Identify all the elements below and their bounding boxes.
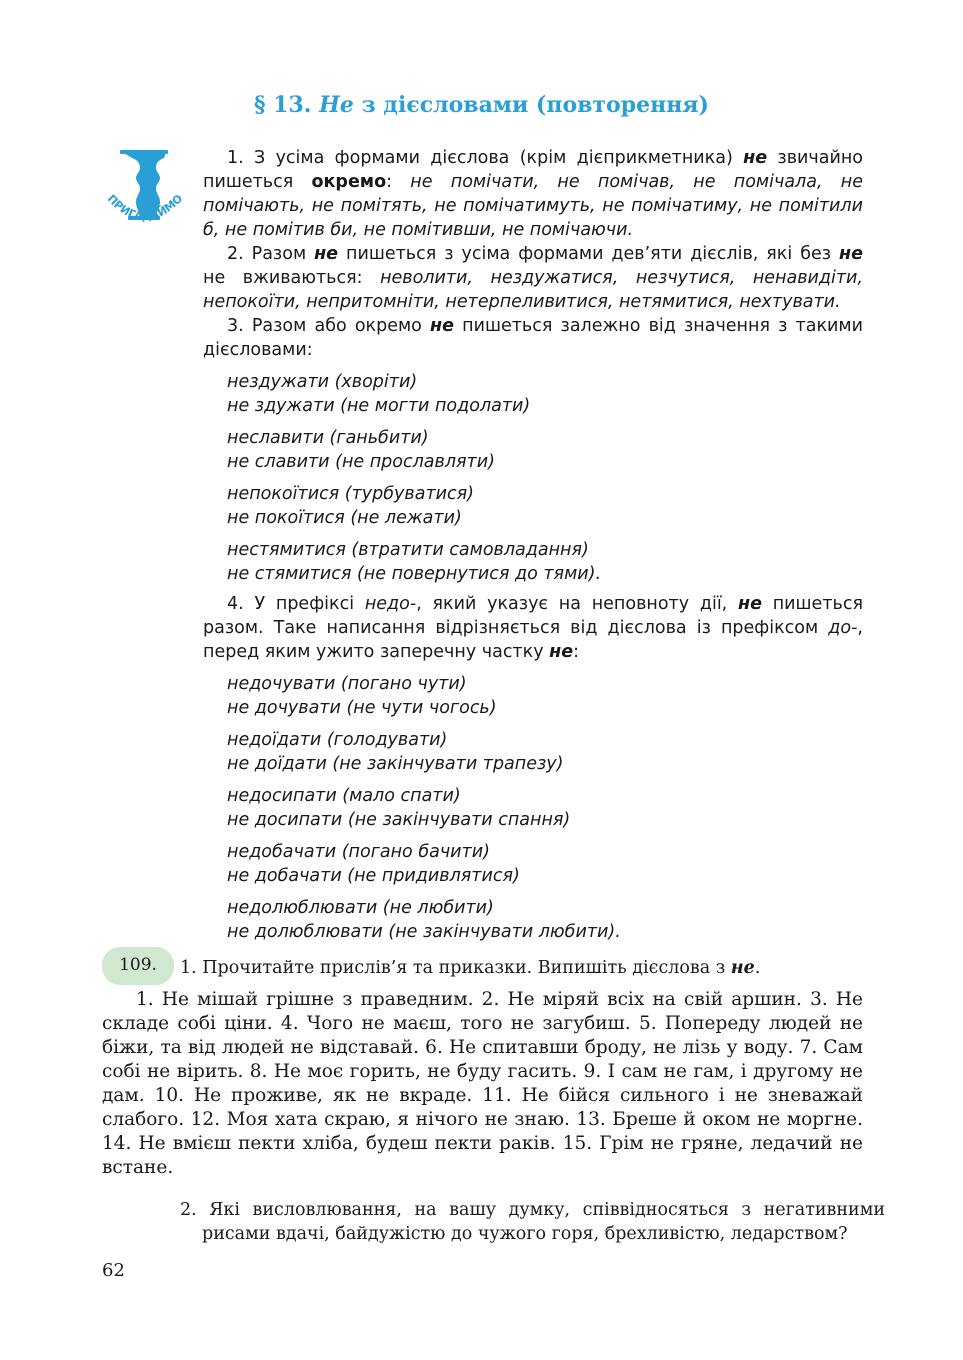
example-pair: нестямитися (втратити самовладання) не стямитися (не повернутися до тями). xyxy=(227,540,602,584)
example-pair: неславити (ганьбити) не славити (не прославляти) xyxy=(227,428,495,472)
proverbs-text: 1. Не мішай грішне з праведним. 2. Не міряй всіх на свій аршин. 3. Не складе собі ціни. 4. Чого не маєш, того не загубиш. 5. Попереду людей не біжи, та від людей не відставай. 6. Не спитавши броду, не лізь у воду. 7. Сам собі не вірить. 8. Не моє горить, не буду гасить. 9. І сам не гам, і другому не дам. 10. Не проживе, як не вкраде. 11. Не бійся сильного і не зневажай слабого. 12. Моя хата скраю, я нічого не знаю. 13. Бреше й оком не моргне. 14. Не вмієш пекти хліба, будеш пекти раків. 15. Грім не гряне, ледачий не встане. xyxy=(102,989,863,1178)
example-pair: недосипати (мало спати) не досипати (не закінчувати спання) xyxy=(227,786,571,830)
remember-label: ПРИГАДАЙМО xyxy=(104,191,186,224)
exercise-task: 1. Прочитайте прислів’я та приказки. Випишіть дієслова з не. xyxy=(180,958,761,978)
example-pair: недолюблювати (не любити) не долюблювати (не закінчувати любити). xyxy=(227,898,621,942)
section-number: § 13. xyxy=(254,92,312,118)
rule-1: 1. З усіма формами дієслова (крім дієприкметника) не звичайно пишеться окремо: не помічати, не помічав, не помічала, не помічають, не помітять, не помічатимуть, не помічатиму, не помітили б, не помітив би, не помітивши, не помічаючи. xyxy=(203,148,864,240)
rule-4: 4. У префіксі недо-, який указує на неповноту дії, не пишеться разом. Таке написання відрізняється від дієслова із префіксом до-, перед яким ужито заперечну частку не: xyxy=(203,594,863,662)
example-pair: недочувати (погано чути) не дочувати (не чути чогось) xyxy=(227,674,497,718)
remember-icon xyxy=(98,146,190,238)
section-title xyxy=(0,92,963,118)
example-pair: непокоїтися (турбуватися) не покоїтися (не лежати) xyxy=(227,484,474,528)
exercise-number-badge: 109. xyxy=(102,947,174,985)
section-title-rest: з дієсловами (повторення) xyxy=(361,92,709,118)
rules-block xyxy=(203,146,863,950)
rule-3: 3. Разом або окремо не пишеться залежно від значення з такими дієсловами: xyxy=(203,316,863,360)
section-title-emphasis: Не xyxy=(319,92,354,118)
page-number: 62 xyxy=(102,1260,125,1281)
example-pair: недоїдати (голодувати) не доїдати (не закінчувати трапезу) xyxy=(227,730,564,774)
example-pair: недобачати (погано бачити) не добачати (не придивлятися) xyxy=(227,842,520,886)
exercise-question-2: 2. Які висловлювання, на вашу думку, співвідносяться з негативними рисами вдачі, байдужістю до чужого горя, брехливістю, ледарством? xyxy=(180,1200,885,1244)
rule-2: 2. Разом не пишеться з усіма формами дев’яти дієслів, які без не не вживаються: неволити, нездужатися, незчутися, ненавидіти, непокоїти, непритомніти, нетерпеливитися, нетямитися, нехтувати. xyxy=(203,244,863,312)
example-pair: нездужати (хворіти) не здужати (не могти подолати) xyxy=(227,372,531,416)
